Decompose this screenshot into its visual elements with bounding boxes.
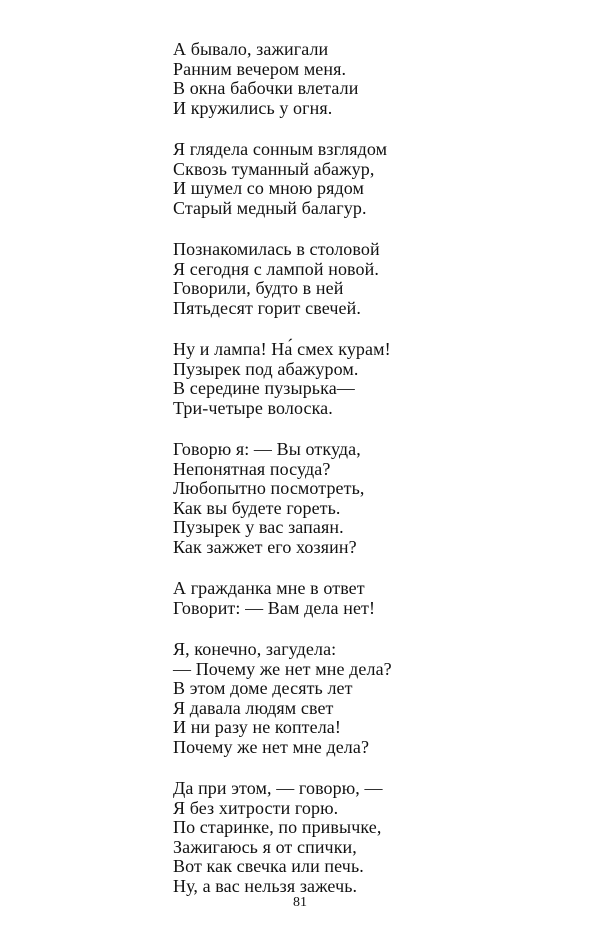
poem-line: Я давала людям свет bbox=[173, 697, 334, 718]
poem-line: — Почему же нет мне дела? bbox=[173, 658, 392, 679]
stanza-2 bbox=[173, 140, 533, 218]
stanza-3 bbox=[173, 240, 533, 318]
poem-line: Ну и лампа! На́ смех курам! bbox=[173, 339, 391, 359]
poem-line: В этом доме десять лет bbox=[173, 678, 353, 698]
poem bbox=[173, 40, 533, 918]
poem-line: Сквозь туманный абажур, bbox=[173, 158, 375, 179]
poem-line: Пузырек под абажуром. bbox=[173, 358, 359, 379]
stanza-4 bbox=[173, 340, 533, 418]
poem-line: Любопытно посмотреть, bbox=[173, 478, 365, 498]
stanza-8 bbox=[173, 779, 533, 896]
poem-line: Говорю я: — Вы откуда, bbox=[173, 439, 361, 459]
poem-line: Я без хитрости горю. bbox=[173, 797, 339, 818]
poem-line: Говорили, будто в ней bbox=[173, 278, 344, 298]
poem-line: Я глядела сонным взглядом bbox=[173, 139, 388, 159]
poem-line: Почему же нет мне дела? bbox=[173, 736, 370, 757]
poem-line: Ну, а вас нельзя зажечь. bbox=[173, 875, 358, 896]
poem-line: И кружились у огня. bbox=[173, 97, 333, 118]
page-number: 81 bbox=[293, 895, 307, 910]
poem-line: Да при этом, — говорю, — bbox=[173, 778, 383, 798]
poem-line: В середине пузырька— bbox=[173, 378, 355, 398]
poem-line: Говорит: — Вам дела нет! bbox=[173, 597, 376, 618]
poem-line: Как зажжет его хозяин? bbox=[173, 536, 357, 557]
poem-line: Зажигаюсь я от спички, bbox=[173, 836, 357, 857]
poem-line: По старинке, по привычке, bbox=[173, 817, 382, 837]
poem-line: Пузырек у вас запаян. bbox=[173, 517, 344, 537]
poem-line: Ранним вечером меня. bbox=[173, 58, 347, 79]
poem-line: Я сегодня с лампой новой. bbox=[173, 258, 379, 279]
poem-line: Непонятная посуда? bbox=[173, 458, 331, 479]
poem-line: Три-четыре волоска. bbox=[173, 397, 333, 418]
poem-line: В окна бабочки влетали bbox=[173, 78, 359, 98]
poem-line: Пятьдесят горит свечей. bbox=[173, 297, 361, 318]
stanza-1 bbox=[173, 40, 533, 118]
poem-line: А гражданка мне в ответ bbox=[173, 578, 365, 598]
poem-line: Старый медный балагур. bbox=[173, 197, 367, 218]
stanza-6 bbox=[173, 579, 533, 618]
stanza-5 bbox=[173, 440, 533, 557]
poem-line: Познакомилась в столовой bbox=[173, 239, 380, 259]
poem-line: Вот как свечка или печь. bbox=[173, 856, 364, 876]
poem-line: И ни разу не коптела! bbox=[173, 717, 341, 737]
poem-line: А бывало, зажигали bbox=[173, 39, 329, 59]
poem-line: И шумел со мною рядом bbox=[173, 178, 365, 198]
stanza-7 bbox=[173, 640, 533, 757]
poem-line: Как вы будете гореть. bbox=[173, 497, 341, 518]
poem-line: Я, конечно, загудела: bbox=[173, 639, 337, 659]
